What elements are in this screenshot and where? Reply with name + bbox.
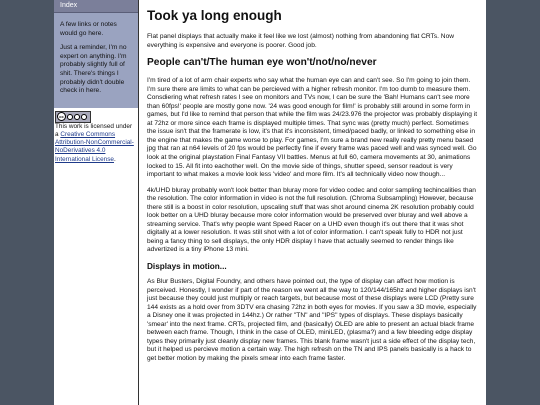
sidebar-note: Just a reminder, I'm no expert on anything. I'm probably slightly full of shit. There's things I probably didn't double check in here. (60, 44, 127, 95)
cc-license-badge[interactable] (55, 111, 91, 123)
sidebar-note: A few links or notes would go here. (60, 21, 117, 37)
paragraph: I'm tired of a lot of arm chair experts who say what the human eye can and can't see. So I'm going to join them. I'm sure there are limits to what can be percieved with a higher refresh monitor. I'm too dumb to measure them. Consdiering what refresh rates I see on monitors and TVs now, I can be sure the 'Bah! Humans can't see more than 60fps!' people are mostly gone now. '24 was good enough for film!' is probably still around in some form in games, but I'd like to remind that person that while the film was 24/23.976 the projector was probably displaying it at 72hz or more since each frame is displayed multiple times. That sync was (pretty much) perfect. Sometimes the issue isn't that the framerate is low, it's that it's inconsistent, timed/paced badly, or linked to something else in the engine that makes the game worse to play. For games, I'm sure a brand new really really pretty menu based jpg that ran at n64 levels of 20 fps would be perfectly fine if every frame was paced well and was synced well. Go look at the original playstation Final Fantasy VII battles. Menus at full 60, camera movements at 30, animations locked to 15. All fit into eachother well. On the movie side of things, shutter speed, sensor readout is very important to what makes a movie look less 'video' and more film. It's all technically video now though... (147, 77, 478, 179)
license-prefix: This work is licensed under a (55, 122, 133, 138)
attribution-icon (67, 114, 73, 120)
license-block (54, 108, 138, 164)
intro-paragraph: Flat panel displays that actually make it feel like we lost (almost) nothing from abandoning flat CRTs. Now everything is expensive and everyone is poorer. Good job. (147, 33, 454, 49)
license-suffix: . (113, 155, 116, 163)
sidebar-nav-index[interactable] (54, 0, 138, 13)
nav-label[interactable]: Index (60, 2, 78, 9)
noncommercial-icon (74, 114, 80, 120)
cc-logo-icon: cc (57, 112, 66, 121)
section-heading: People can't/The human eye won't/not/no/never (147, 57, 377, 69)
paragraph: 4k/UHD bluray probably won't look better than bluray more for video codec and color sampling techincalities than the resolution. The color information in video is not the full resolution. (Chroma Subsampling) However, because there still is a boost in color resolution, upscaling stuff that was shot around cinema 2K resolution probably could look better on a UHD bluray because more color information would be preserved over bluray and well above a streaming service. That's why people want Speed Racer on a UHD even though it's out there that it was shot digitally at a lower resolution. It was still shot with a lot of color information. I can't speak fully to HDR not just being a fancy thing to sell displays, the only HDR display I have that actually seemed to render things like advertized is a tiny iPhone 13 mini. (147, 186, 476, 254)
license-link[interactable]: Creative Commons Attribution-NonCommercial-NoDerivatives 4.0 International License (55, 130, 134, 163)
article (139, 0, 486, 405)
noderivatives-icon (81, 114, 87, 120)
paragraph: As Blur Busters, Digital Foundry, and others have pointed out, the type of display can affect how motion is perceived. Honestly, I wonder if part of the reason we went all the way to 120/144/165hz and higher displays isn't just because they could just multiply or reach targets, but because most of these displays were LCD (Pretty sure 144 exists as a hold over from 3DTV era chasing 72hz in both eyes for movies. If you saw a 3D movie, especially a Disney one it was projected in 144hz.) Or rather "TN" and "IPS" types of displays. These displays basically 'smear' into the next frame. CRTs, projected film, and (basically) OLED are able to present an actual black frame between each frame. Though, I think in the case of OLED, miniLED, (plasma?) and a few bleeding edge display types they primarily just cleanly display new frames. This blank frame wasn't just a side effect of the display tech, but it helped us percieve motion a certain way. The high refresh on the TN and IPS panels basically is a hack to get better motion by making the pixels smear into each frame faster. (147, 278, 477, 362)
page-title: Took ya long enough (147, 8, 282, 23)
sidebar-notes (54, 13, 138, 108)
sidebar (54, 0, 138, 405)
subsection-heading: Displays in motion... (147, 262, 227, 272)
